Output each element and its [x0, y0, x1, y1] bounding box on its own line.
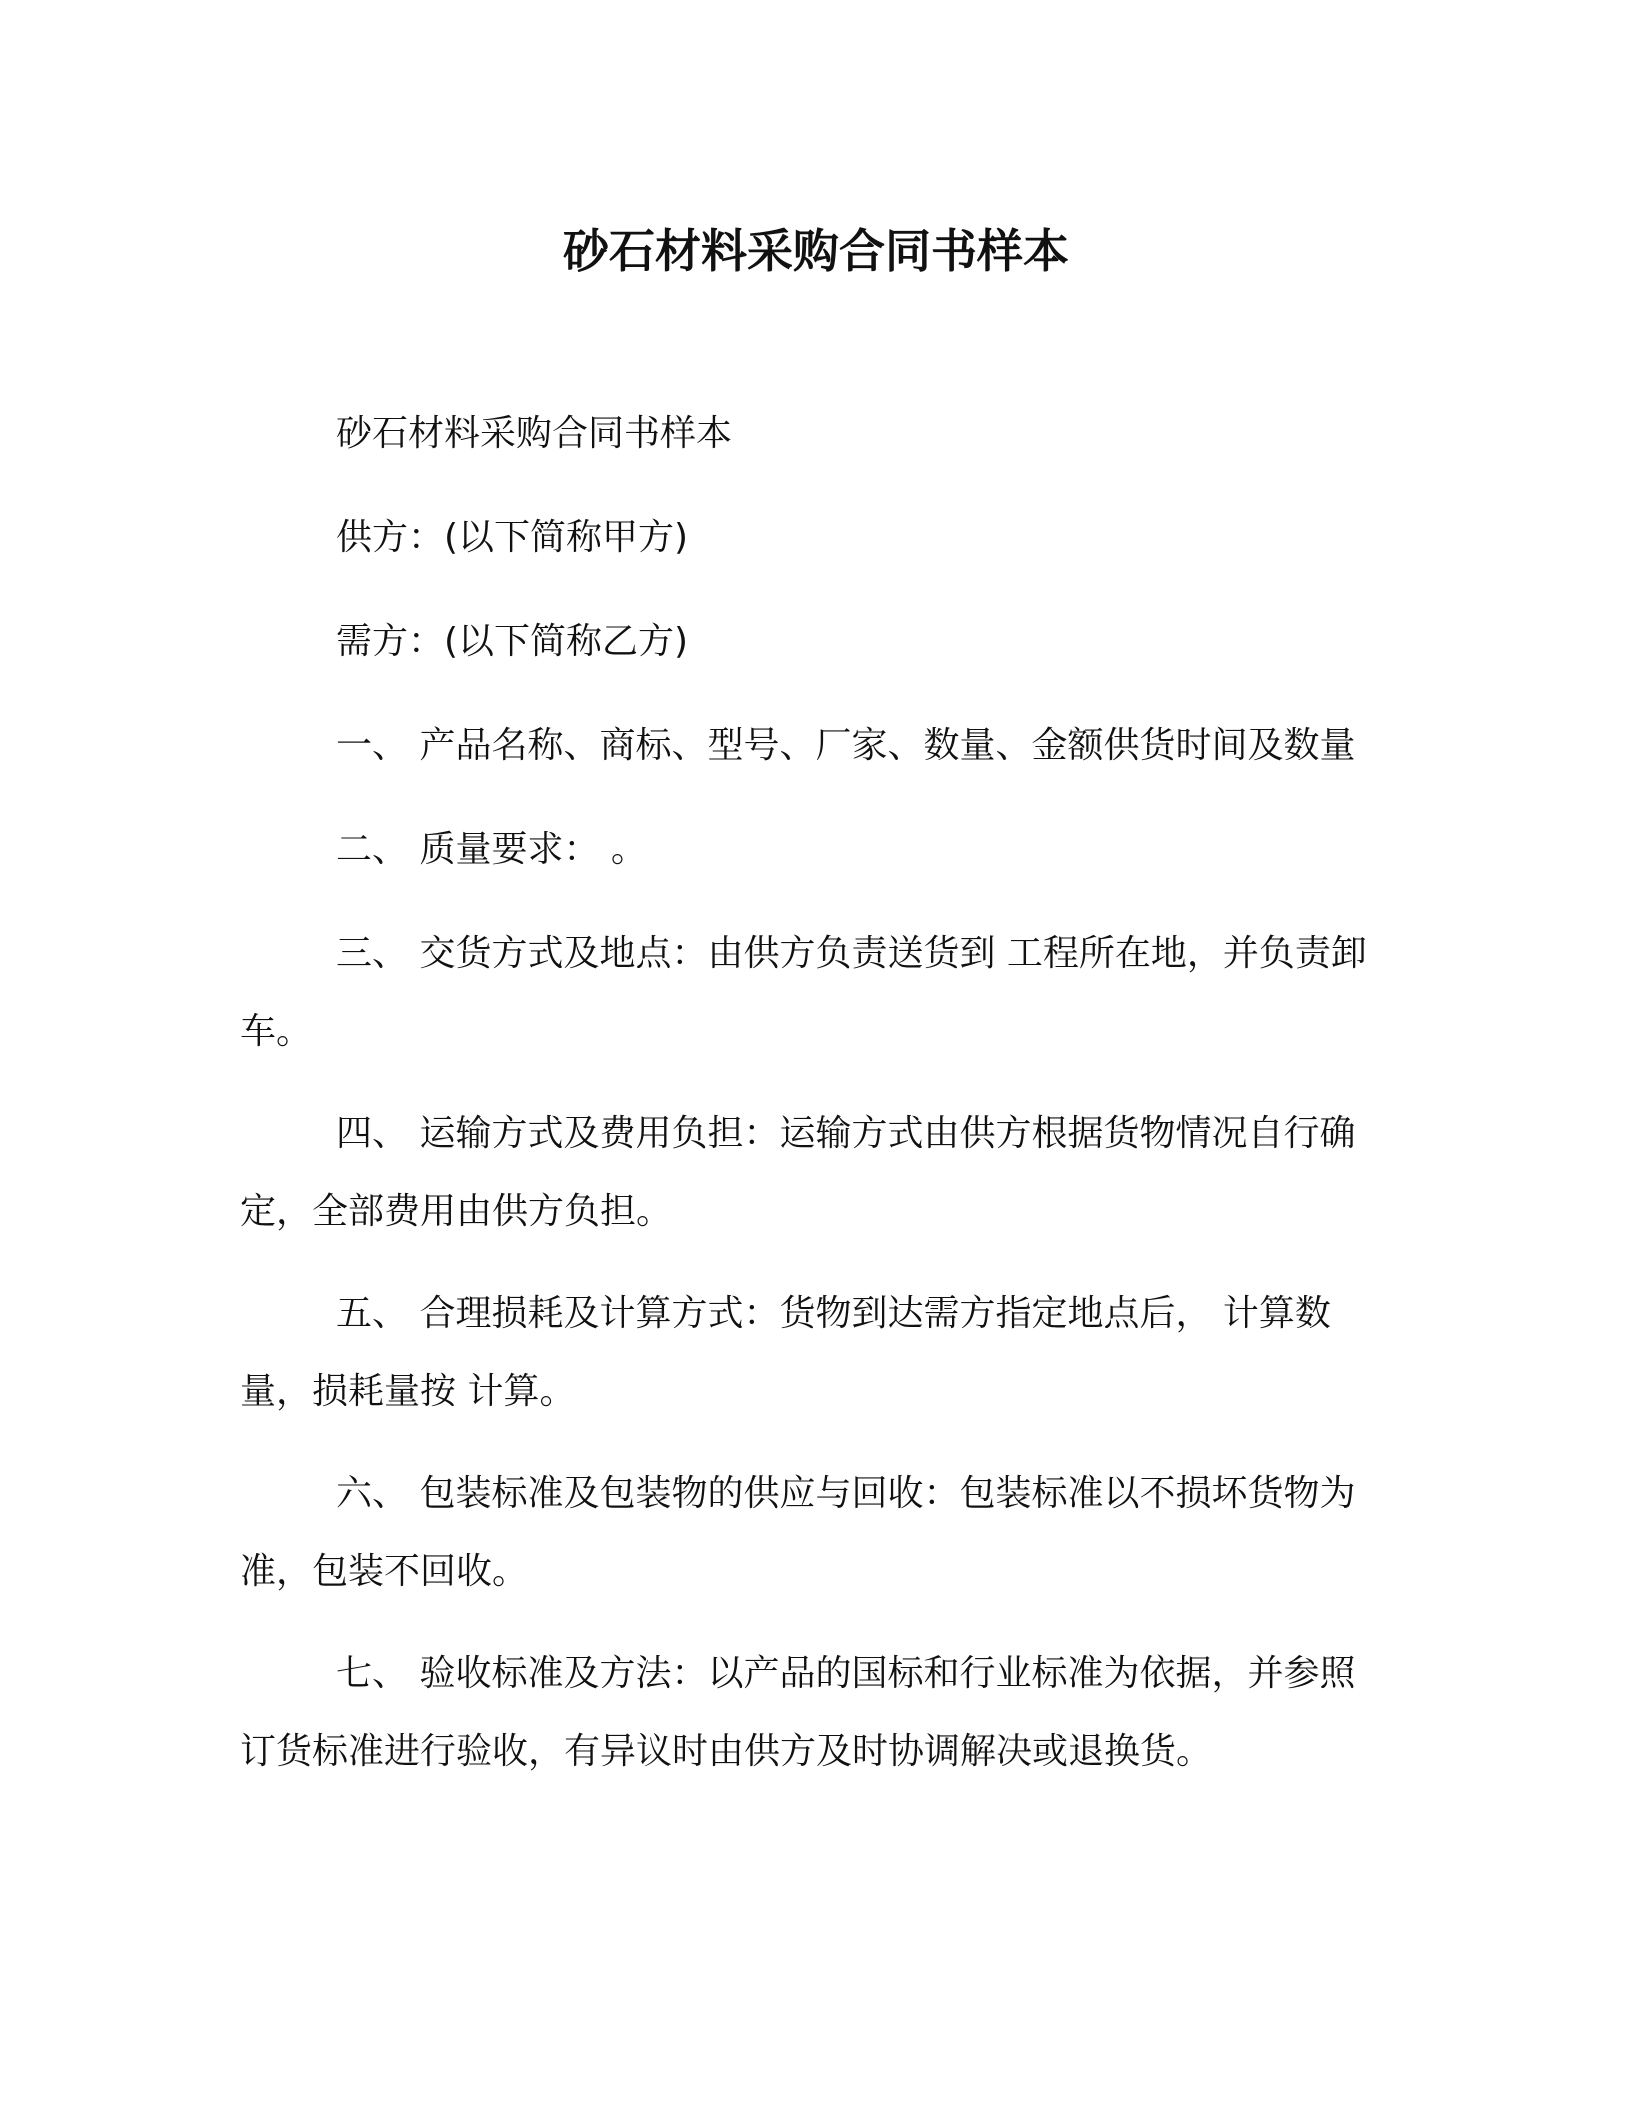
paragraph-clause-7: 七、 验收标准及方法：以产品的国标和行业标准为依据，并参照订货标准进行验收，有异议时由供方及时协调解决或退换货。: [240, 1653, 1356, 1772]
paragraph-clause-2: 二、 质量要求： 。: [336, 829, 647, 870]
paragraph-clause-3: 三、 交货方式及地点：由供方负责送货到 工程所在地，并负责卸车。: [240, 933, 1367, 1052]
paragraph-supplier: 供方：(以下简称甲方): [336, 517, 689, 558]
paragraph-clause-5: 五、 合理损耗及计算方式：货物到达需方指定地点后， 计算数量，损耗量按 计算。: [240, 1293, 1331, 1412]
paragraph-clause-1: 一、 产品名称、商标、型号、厂家、数量、金额供货时间及数量: [336, 725, 1356, 766]
paragraph-clause-4: 四、 运输方式及费用负担：运输方式由供方根据货物情况自行确定，全部费用由供方负担。: [240, 1113, 1356, 1232]
paragraph-clause-6: 六、 包装标准及包装物的供应与回收：包装标准以不损坏货物为准，包装不回收。: [240, 1473, 1356, 1592]
document-body: [240, 395, 1390, 1815]
document-title: 砂石材料采购合同书样本: [563, 224, 1069, 278]
paragraph-buyer: 需方：(以下简称乙方): [336, 621, 689, 662]
paragraph-subtitle: 砂石材料采购合同书样本: [336, 413, 733, 454]
